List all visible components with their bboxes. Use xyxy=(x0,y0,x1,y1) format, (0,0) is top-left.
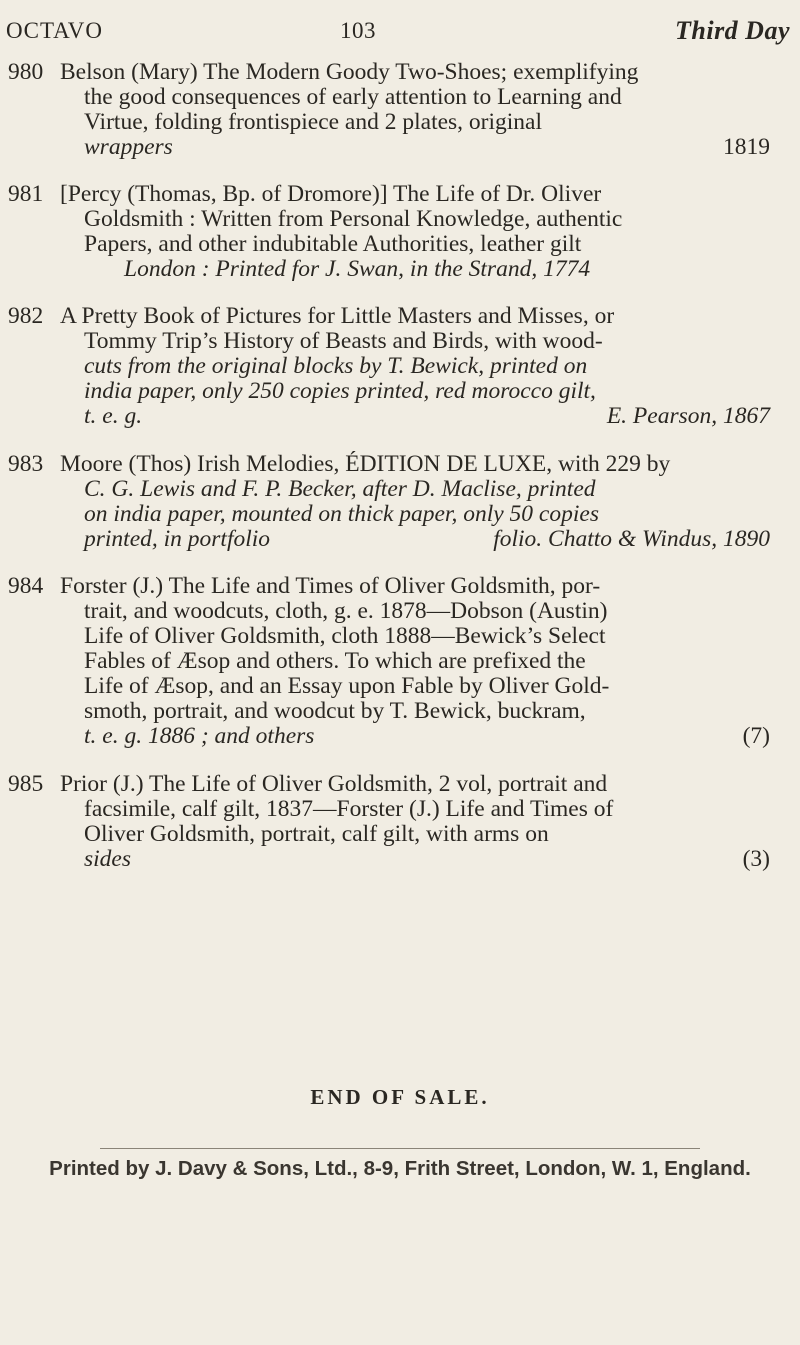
lot-line xyxy=(60,527,770,552)
lot-line: Goldsmith : Written from Personal Knowledge, authentic xyxy=(84,206,623,232)
lot-publisher: E. Pearson, 1867 xyxy=(606,403,770,429)
lot-number: 980 xyxy=(8,59,44,85)
lot-line: cuts from the original blocks by T. Bewick, printed on xyxy=(84,353,588,379)
lot-line-text: printed, in portfolio xyxy=(84,526,271,552)
lot-count: (7) xyxy=(742,723,770,749)
lot-count: (3) xyxy=(742,846,770,872)
lot-line: Belson (Mary) The Modern Goody Two-Shoes; exemplifying xyxy=(60,59,639,85)
lot-publisher: folio. Chatto & Windus, 1890 xyxy=(493,526,770,552)
lot-line xyxy=(60,404,770,429)
lot-number: 982 xyxy=(8,303,44,329)
lot-number: 981 xyxy=(8,181,44,207)
lot-description xyxy=(60,304,770,429)
lot-description xyxy=(60,182,770,282)
lot-number: 983 xyxy=(8,451,44,477)
lot-date: 1819 xyxy=(723,134,770,160)
lot-description xyxy=(60,60,770,160)
lot-line-text: sides xyxy=(84,846,131,872)
lot-line: C. G. Lewis and F. P. Becker, after D. Maclise, printed xyxy=(84,476,596,502)
lot-line xyxy=(60,724,770,749)
lot-line: Oliver Goldsmith, portrait, calf gilt, with arms on xyxy=(84,821,549,847)
lot-line: Moore (Thos) Irish Melodies, ÉDITION DE LUXE, with 229 by xyxy=(60,451,671,477)
lot-line: facsimile, calf gilt, 1837—Forster (J.) Life and Times of xyxy=(84,796,614,822)
lot-line xyxy=(60,135,770,160)
lot-line-text: t. e. g. 1886 ; and others xyxy=(84,723,315,749)
lot-number: 985 xyxy=(8,771,44,797)
running-header xyxy=(0,12,800,52)
header-format: OCTAVO xyxy=(6,18,104,43)
lot-line: Fables of Æsop and others. To which are prefixed the xyxy=(84,648,586,674)
lot-description xyxy=(60,452,770,552)
lot-line: smoth, portrait, and woodcut by T. Bewick, buckram, xyxy=(84,698,586,724)
lot-line: Papers, and other indubitable Authorities, leather gilt xyxy=(84,231,582,257)
lot-line: on india paper, mounted on thick paper, only 50 copies xyxy=(84,501,599,527)
printer-imprint: Printed by J. Davy & Sons, Ltd., 8-9, Frith Street, London, W. 1, England. xyxy=(49,1157,751,1180)
lot-line xyxy=(60,847,770,872)
lot-line: Life of Æsop, and an Essay upon Fable by Oliver Gold- xyxy=(84,673,610,699)
lot-description xyxy=(60,772,770,872)
lot-number: 984 xyxy=(8,573,44,599)
lot-line-text: wrappers xyxy=(84,134,173,160)
lot-line: [Percy (Thomas, Bp. of Dromore)] The Life of Dr. Oliver xyxy=(60,181,602,207)
lot-line: A Pretty Book of Pictures for Little Masters and Misses, or xyxy=(60,303,615,329)
lot-line: London : Printed for J. Swan, in the Strand, 1774 xyxy=(124,256,591,282)
lot-line: Life of Oliver Goldsmith, cloth 1888—Bewick’s Select xyxy=(84,623,606,649)
lot-line: india paper, only 250 copies printed, red morocco gilt, xyxy=(84,378,596,404)
header-day: Third Day xyxy=(675,16,790,45)
lot-line: Virtue, folding frontispiece and 2 plates, original xyxy=(84,109,543,135)
lot-line: the good consequences of early attention to Learning and xyxy=(84,84,622,110)
divider xyxy=(100,1148,700,1149)
lot-line-text: t. e. g. xyxy=(84,403,143,429)
lot-line: Prior (J.) The Life of Oliver Goldsmith, 2 vol, portrait and xyxy=(60,771,608,797)
lot-line: Forster (J.) The Life and Times of Oliver Goldsmith, por- xyxy=(60,573,601,599)
end-of-sale-heading: END OF SALE. xyxy=(310,1085,490,1109)
lot-line: Tommy Trip’s History of Beasts and Birds, with wood- xyxy=(84,328,603,354)
page-number: 103 xyxy=(340,18,376,43)
lot-line: trait, and woodcuts, cloth, g. e. 1878—Dobson (Austin) xyxy=(84,598,608,624)
lot-description xyxy=(60,574,770,749)
